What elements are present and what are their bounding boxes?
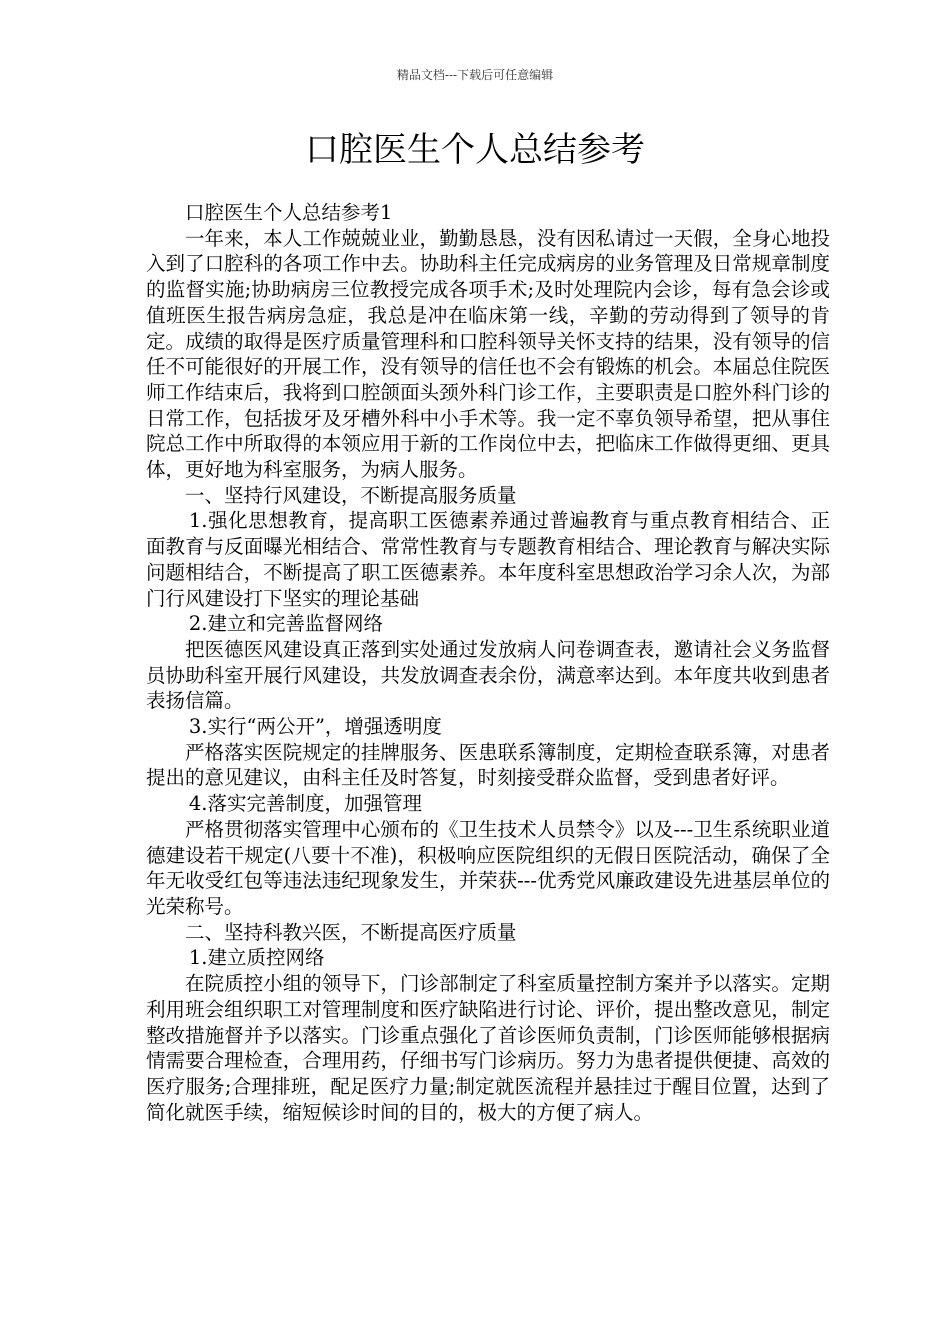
body-paragraph: 把医德医风建设真正落到实处通过发放病人问卷调查表，邀请社会义务监督员协助科室开展行风建设，共发放调查表余份，满意率达到。本年度共收到患者表扬信篇。	[146, 637, 830, 713]
body-paragraph: 严格落实医院规定的挂牌服务、医患联系簿制度，定期检查联系簿，对患者提出的意见建议，由科主任及时答复，时刻接受群众监督，受到患者好评。	[146, 740, 830, 790]
subsection-heading: 1.建立质控网络	[188, 946, 325, 970]
section-heading: 一、坚持行风建设，不断提高服务质量	[185, 483, 517, 507]
document-body	[146, 200, 830, 1125]
body-paragraph: 严格贯彻落实管理中心颁布的《卫生技术人员禁令》以及---卫生系统职业道德建设若干规定(八要十不准)，积极响应医院组织的无假日医院活动，确保了全年无收受红包等违法违纪现象发生，并荣获---优秀党风廉政建设先进基层单位的光荣称号。	[146, 817, 830, 918]
subsection-heading: 3.实行“两公开”，增强透明度	[188, 715, 442, 739]
body-paragraph: 在院质控小组的领导下，门诊部制定了科室质量控制方案并予以落实。定期利用班会组织职工对管理制度和医疗缺陷进行讨论、评价，提出整改意见，制定整改措施督并予以落实。门诊重点强化了首诊医师负责制，门诊医师能够根据病情需要合理检查，合理用药，仔细书写门诊病历。努力为患者提供便捷、高效的医疗服务;合理排班，配足医疗力量;制定就医流程并悬挂过于醒目位置，达到了简化就医手续，缩短候诊时间的目的，极大的方便了病人。	[146, 972, 830, 1124]
section-heading: 二、坚持科教兴医，不断提高医疗质量	[185, 920, 517, 944]
page-header: 精品文档---下载后可任意编辑	[396, 68, 554, 82]
subtitle-paragraph: 口腔医生个人总结参考1	[185, 201, 393, 224]
subsection-heading: 4.落实完善制度，加强管理	[188, 792, 422, 816]
document-title: 口腔医生个人总结参考	[305, 130, 645, 170]
subsection-heading: 2.建立和完善监督网络	[188, 612, 383, 636]
body-paragraph: 一年来，本人工作兢兢业业，勤勤恳恳，没有因私请过一天假，全身心地投入到了口腔科的各项工作中去。协助科主任完成病房的业务管理及日常规章制度的监督实施;协助病房三位教授完成各项手术;及时处理院内会诊，每有急会诊或值班医生报告病房急症，我总是冲在临床第一线，辛勤的劳动得到了领导的肯定。成绩的取得是医疗质量管理科和口腔科领导关怀支持的结果，没有领导的信任不可能很好的开展工作，没有领导的信任也不会有锻炼的机会。本届总住院医师工作结束后，我将到口腔颌面头颈外科门诊工作，主要职责是口腔外科门诊的日常工作，包括拔牙及牙槽外科中小手术等。我一定不辜负领导希望，把从事住院总工作中所取得的本领应用于新的工作岗位中去，把临床工作做得更细、更具体，更好地为科室服务，为病人服务。	[146, 226, 830, 482]
body-paragraph: 1.强化思想教育，提高职工医德素养通过普遍教育与重点教育相结合、正面教育与反面曝光相结合、常常性教育与专题教育相结合、理论教育与解决实际问题相结合，不断提高了职工医德素养。本年度科室思想政治学习余人次，为部门行风建设打下坚实的理论基础	[146, 509, 830, 610]
